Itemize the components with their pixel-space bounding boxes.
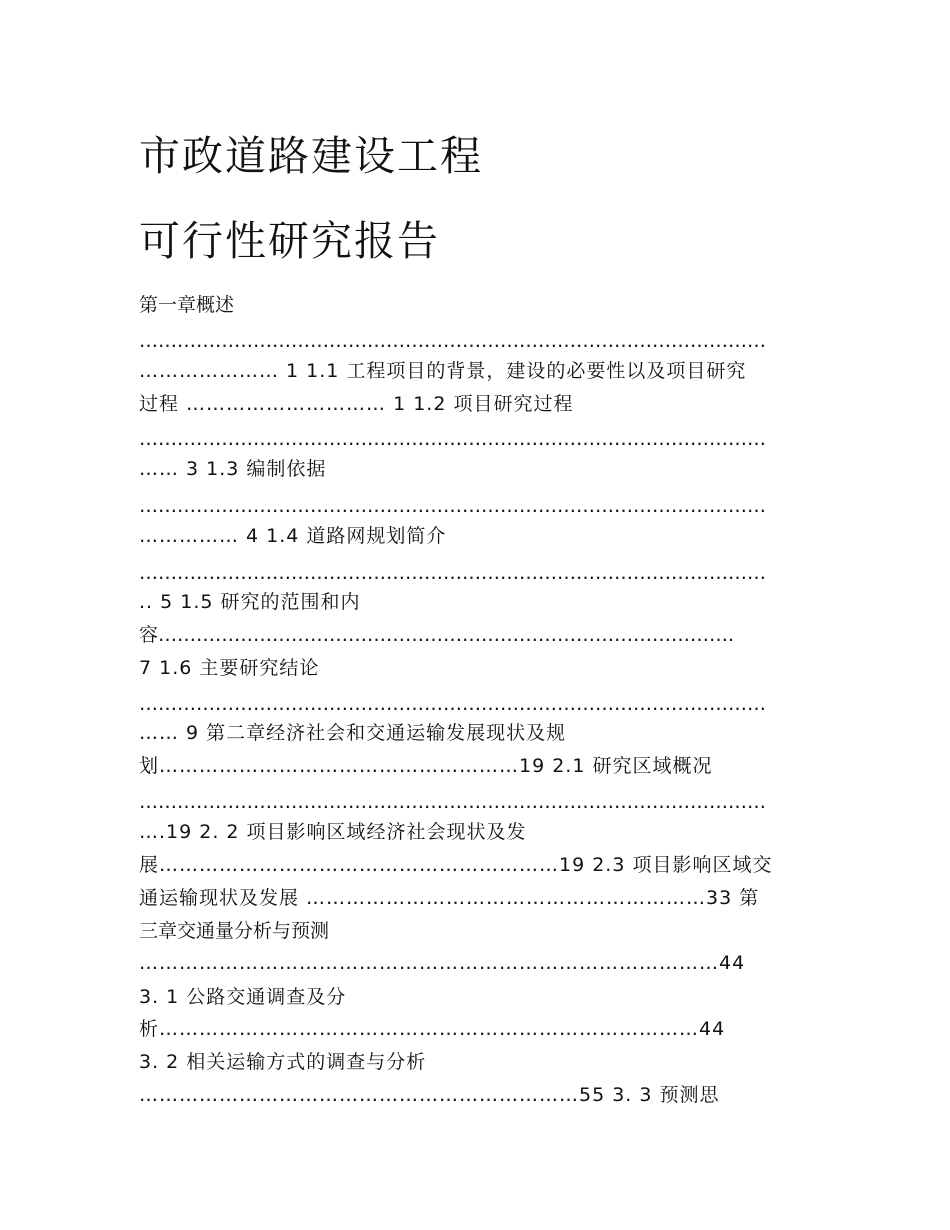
toc-line: 容………………………………………………………………………………. — [139, 624, 735, 646]
toc-line: 3. 1 公路交通调查及分 — [139, 986, 347, 1008]
toc-line: 展……………………………………………………19 2.3 项目影响区域交 — [139, 854, 773, 876]
toc-line: …………………………………………………………55 3. 3 预测思 — [139, 1084, 720, 1106]
toc-line: ………………… 1 1.1 工程项目的背景，建设的必要性以及项目研究 — [139, 360, 747, 382]
toc-line: ….19 2. 2 项目影响区域经济社会现状及发 — [139, 821, 527, 843]
toc-line: 析………………………………………………………………………44 — [139, 1018, 726, 1040]
toc-line: …………… 4 1.4 道路网规划简介 — [139, 525, 447, 547]
toc-line: …… 9 第二章经济社会和交通运输发展现状及规 — [139, 722, 567, 744]
toc-line: ……………………………………………………………………………………… — [139, 791, 766, 813]
toc-line: ……………………………………………………………………………………… — [139, 330, 766, 352]
toc-line: ……………………………………………………………………………………… — [139, 693, 766, 715]
toc-line: …… 3 1.3 编制依据 — [139, 458, 327, 480]
toc-line: ……………………………………………………………………………………… — [139, 562, 766, 584]
toc-line: 划………………………………………………19 2.1 研究区域概况 — [139, 755, 713, 777]
document-title-line1: 市政道路建设工程 — [139, 132, 483, 180]
toc-line: 过程 ………………………… 1 1.2 项目研究过程 — [139, 393, 574, 415]
toc-line: ……………………………………………………………………………………… — [139, 495, 766, 517]
toc-line: .. 5 1.5 研究的范围和内 — [139, 591, 361, 613]
document-title-line2: 可行性研究报告 — [139, 217, 440, 265]
toc-line: 7 1.6 主要研究结论 — [139, 657, 320, 679]
toc-line: ……………………………………………………………………………………… — [139, 428, 766, 450]
toc-line: ……………………………………………………………………………44 — [139, 952, 746, 974]
toc-line: 通运输现状及发展 ……………………………………………………33 第 — [139, 887, 760, 909]
toc-line: 3. 2 相关运输方式的调查与分析 — [139, 1051, 427, 1073]
toc-line: 第一章概述 — [139, 294, 235, 316]
toc-line: 三章交通量分析与预测 — [139, 920, 330, 942]
